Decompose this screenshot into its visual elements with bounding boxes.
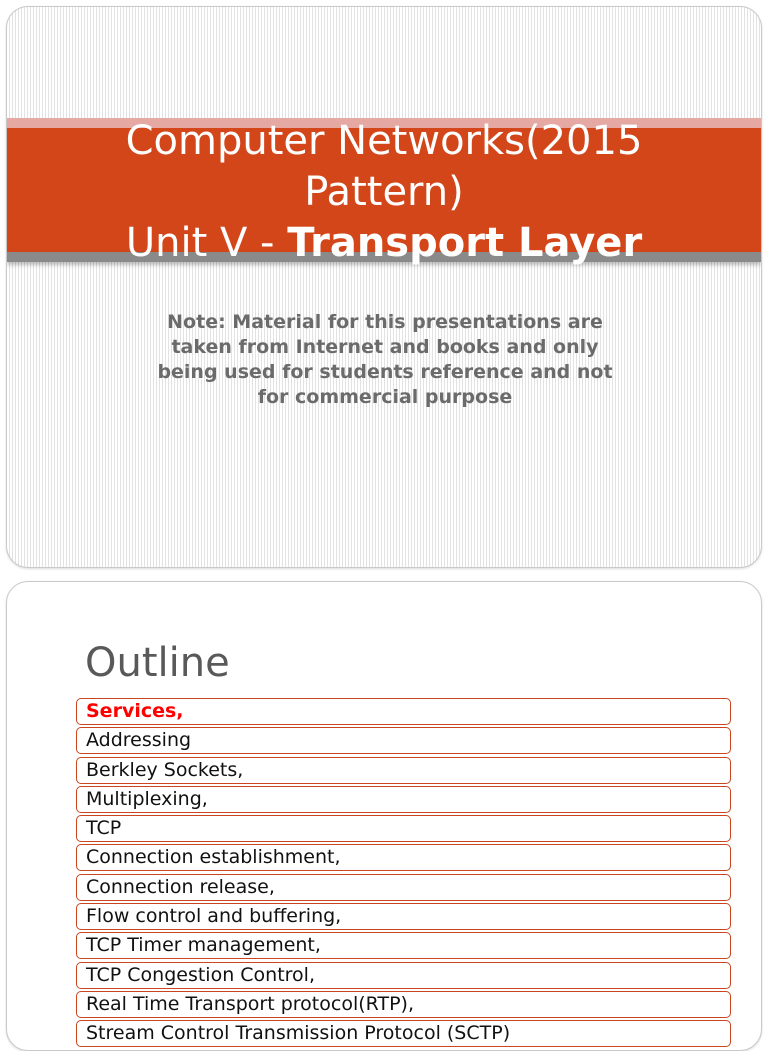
outline-item-addressing: Addressing [76, 727, 731, 754]
note-line-2: taken from Internet and books and only [171, 336, 599, 358]
note-line-4: for commercial purpose [257, 386, 513, 408]
outline-item-services: Services, [76, 698, 731, 725]
note-line-3: being used for students reference and not [157, 361, 613, 383]
outline-item-connection-release: Connection release, [76, 874, 731, 901]
outline-item-tcp-congestion: TCP Congestion Control, [76, 962, 731, 989]
title-line-1: Computer Networks(2015 [125, 118, 643, 164]
title-line-3-prefix: Unit V - [125, 220, 288, 266]
outline-item-berkley-sockets: Berkley Sockets, [76, 757, 731, 784]
outline-item-flow-control: Flow control and buffering, [76, 903, 731, 930]
note-line-1: Note: Material for this presentations are [167, 311, 603, 333]
slide-title [7, 116, 761, 269]
outline-item-tcp-timer: TCP Timer management, [76, 932, 731, 959]
outline-item-connection-establishment: Connection establishment, [76, 844, 731, 871]
title-line-2: Pattern) [304, 169, 464, 215]
outline-item-sctp: Stream Control Transmission Protocol (SCTP) [76, 1020, 731, 1047]
outline-item-multiplexing: Multiplexing, [76, 786, 731, 813]
outline-list [76, 698, 731, 1050]
title-line-3 [7, 218, 761, 269]
outline-item-tcp: TCP [76, 815, 731, 842]
outline-item-rtp: Real Time Transport protocol(RTP), [76, 991, 731, 1018]
outline-slide [6, 581, 762, 1051]
title-slide [6, 6, 762, 568]
disclaimer-note [107, 310, 663, 410]
title-line-3-bold: Transport Layer [287, 220, 643, 266]
outline-title: Outline [85, 640, 230, 686]
